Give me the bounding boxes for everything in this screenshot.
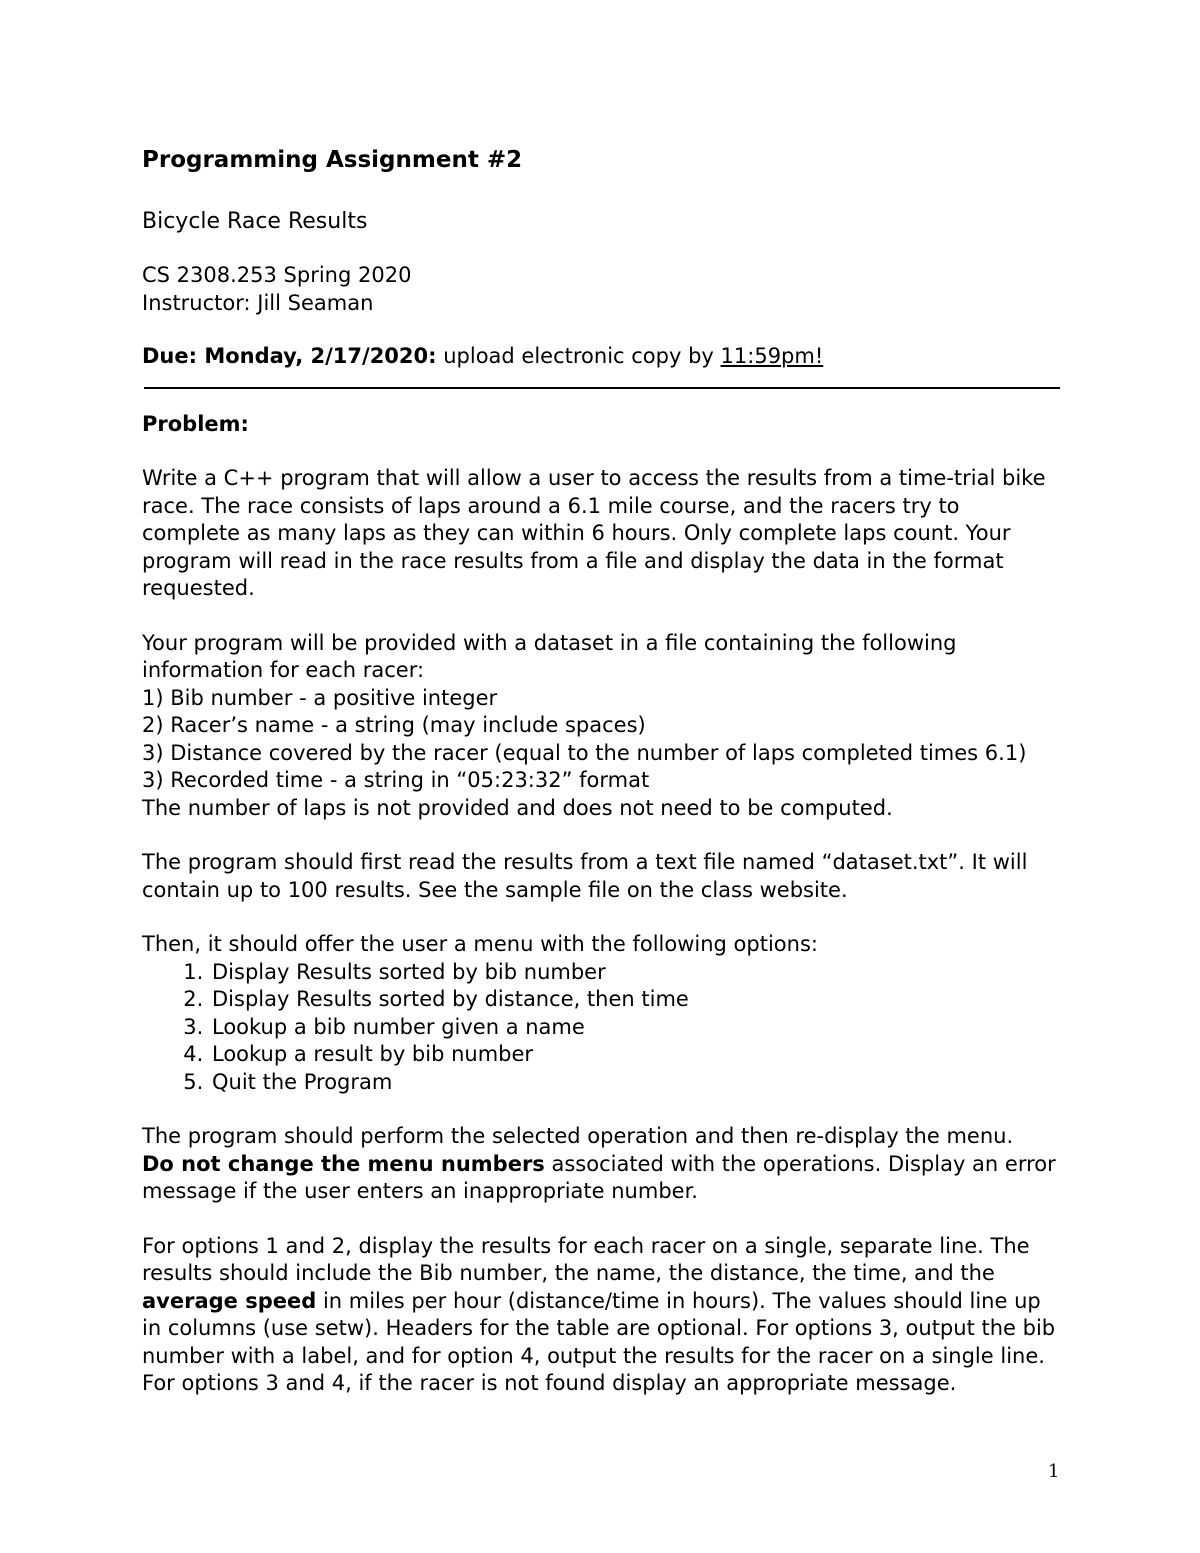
document-subtitle: Bicycle Race Results	[142, 209, 368, 234]
document-title: Programming Assignment #2	[142, 147, 523, 173]
menu-intro: Then, it should offer the user a menu with the following options:	[142, 932, 818, 956]
instructor-name: Instructor: Jill Seaman	[142, 290, 374, 315]
options-part1: For options 1 and 2, display the results for each racer on a single, separate line. The results should include the Bib number, the name, the distance, the time, and the	[142, 1233, 1030, 1285]
course-info	[142, 262, 1062, 317]
due-label: Due: Monday, 2/17/2020:	[142, 344, 437, 368]
menu-option: 2. Display Results sorted by distance, then time	[210, 986, 1062, 1014]
due-time: 11:59pm!	[720, 344, 824, 368]
field-item: 3) Recorded time - a string in “05:23:32” format	[142, 768, 650, 792]
field-item: 2) Racer’s name - a string (may include spaces)	[142, 713, 646, 737]
course-name: CS 2308.253 Spring 2020	[142, 263, 412, 287]
problem-intro: Write a C++ program that will allow a user to access the results from a time-trial bike race. The race consists of laps around a 6.1 mile course, and the racers try to complete as many laps as they can within 6 hours. Only complete laps count. Your program will read in the race results from a file and display the data in the format requested.	[142, 466, 1046, 600]
menu-warning-bold: Do not change the menu numbers	[142, 1151, 545, 1176]
laps-note: The number of laps is not provided and does not need to be computed.	[142, 795, 893, 820]
field-list	[142, 685, 1062, 795]
document-page	[142, 140, 1062, 1398]
menu-option: 3. Lookup a bib number given a name	[210, 1014, 1062, 1042]
horizontal-rule	[144, 387, 1060, 389]
page-number: 1	[1048, 1461, 1060, 1482]
due-line	[142, 343, 1062, 371]
file-note: The program should first read the results from a text file named “dataset.txt”. It will contain up to 100 results. See the sample file on the class website.	[142, 850, 1028, 902]
due-text: upload electronic copy by	[436, 344, 721, 368]
options-part2: in miles per hour (distance/time in hours). The values should line up in columns (use setw). Headers for the table are optional. For options 3, output the bib number with a label, and for option 4, output the results for the racer on a single line. For options 3 and 4, if the racer is not found display an appropriate message.	[142, 1288, 1056, 1395]
dataset-intro: Your program will be provided with a dataset in a file containing the following information for each racer:	[142, 630, 957, 682]
menu-warning-rest: associated with the operations. Display an error message if the user enters an inappropriate number.	[142, 1151, 1056, 1203]
menu-option: 4. Lookup a result by bib number	[210, 1041, 1062, 1069]
field-item: 3) Distance covered by the racer (equal to the number of laps completed times 6.1)	[142, 740, 1027, 765]
options-paragraph	[142, 1233, 1062, 1398]
menu-option: 1. Display Results sorted by bib number	[210, 959, 1062, 987]
menu-option: 5. Quit the Program	[210, 1069, 1062, 1097]
menu-options-list	[142, 959, 1062, 1097]
menu-warning	[142, 1151, 1062, 1206]
perform-note: The program should perform the selected operation and then re-display the menu.	[142, 1124, 1014, 1148]
options-bold: average speed	[142, 1288, 317, 1313]
field-item: 1) Bib number - a positive integer	[142, 685, 498, 710]
problem-heading: Problem:	[142, 411, 249, 436]
